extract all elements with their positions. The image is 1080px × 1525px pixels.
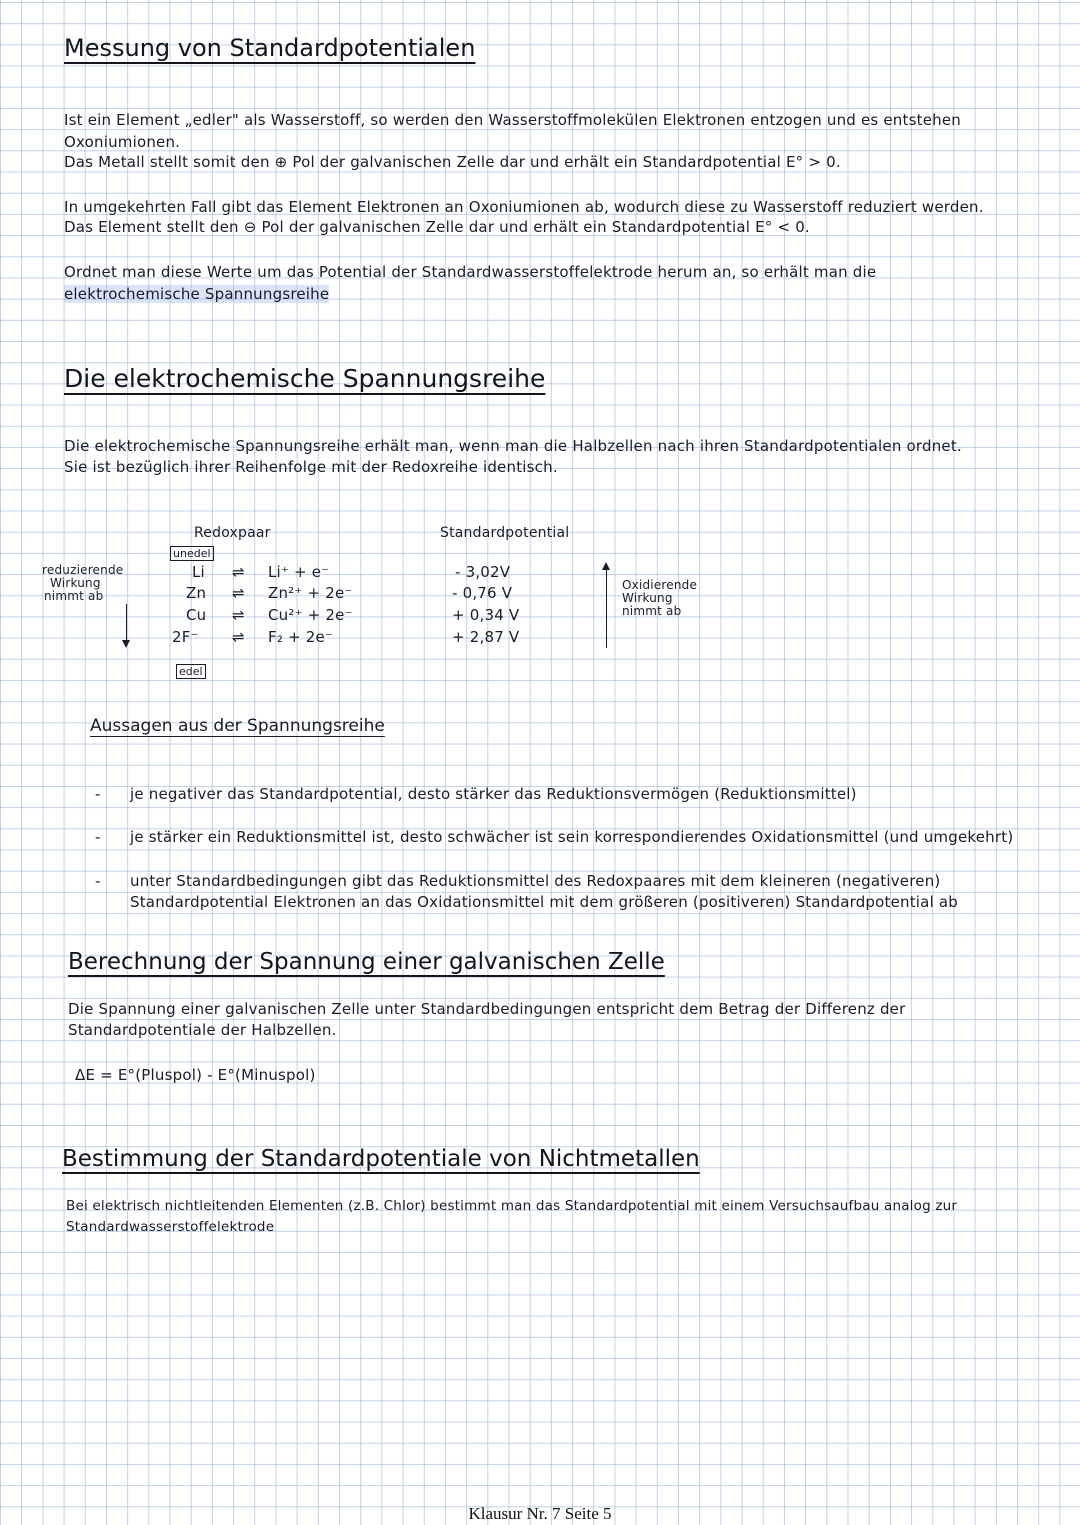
right-axis-label-line: Oxidierende (622, 578, 698, 592)
section-title-berechnung: Berechnung der Spannung einer galvanischen Zelle (68, 949, 665, 975)
table-cell-reduced: Cu (186, 606, 207, 624)
list-bullet: - (95, 872, 101, 890)
paragraph-line: Die Spannung einer galvanischen Zelle unter Standardbedingungen entspricht dem Betrag der Differenz der (68, 1000, 906, 1018)
list-item-continuation: Standardpotential Elektronen an das Oxidationsmittel mit dem größeren (positiveren) Standardpotential ab (130, 893, 959, 911)
section-title-bestimmung: Bestimmung der Standardpotentiale von Nichtmetallen (62, 1146, 700, 1172)
table-cell-equilibrium: ⇌ (232, 563, 245, 581)
paragraph-line: Das Element stellt den ⊖ Pol der galvanischen Zelle dar und erhält ein Standardpotential E° < 0. (64, 218, 810, 236)
highlighted-term: elektrochemische Spannungsreihe (64, 285, 330, 303)
table-cell-potential: - 3,02V (455, 563, 511, 581)
paragraph-line: Standardpotentiale der Halbzellen. (68, 1021, 337, 1039)
table-cell-oxidized: Zn²⁺ + 2e⁻ (268, 584, 353, 602)
arrow-up-icon (606, 566, 607, 648)
paragraph-line: Ist ein Element „edler" als Wasserstoff, so werden den Wasserstoffmolekülen Elektronen entzogen und es entstehen (64, 111, 961, 129)
list-item: unter Standardbedingungen gibt das Reduktionsmittel des Redoxpaares mit dem kleineren (negativeren) (130, 872, 941, 890)
table-cell-potential: + 0,34 V (452, 606, 520, 624)
paragraph-line: Die elektrochemische Spannungsreihe erhält man, wenn man die Halbzellen nach ihren Standardpotentialen ordnet. (64, 437, 962, 455)
table-cell-potential: + 2,87 V (452, 628, 520, 646)
column-header-standardpotential: Standardpotential (440, 525, 570, 541)
subsection-title-aussagen: Aussagen aus der Spannungsreihe (90, 716, 385, 736)
label-edel: edel (176, 664, 206, 679)
arrow-down-icon (126, 604, 127, 646)
paragraph-line: Oxoniumionen. (64, 133, 181, 151)
paragraph-line: Bei elektrisch nichtleitenden Elementen (z.B. Chlor) bestimmt man das Standardpotential mit einem Versuchsaufbau analog zur (66, 1198, 958, 1214)
list-bullet: - (95, 785, 101, 803)
right-axis-label-line: Wirkung (622, 591, 673, 605)
table-cell-oxidized: F₂ + 2e⁻ (268, 628, 334, 646)
paragraph-line: Ordnet man diese Werte um das Potential der Standardwasserstoffelektrode herum an, so erhält man die (64, 263, 877, 281)
table-cell-reduced: Li (192, 563, 205, 581)
page-footer: Klausur Nr. 7 Seite 5 (468, 1504, 612, 1523)
left-axis-label-line: Wirkung (50, 576, 101, 590)
section-title-messung: Messung von Standardpotentialen (64, 34, 476, 62)
column-header-redoxpaar: Redoxpaar (194, 525, 271, 541)
label-unedel: unedel (170, 546, 214, 561)
table-cell-reduced: 2F⁻ (172, 628, 199, 646)
left-axis-label-line: reduzierende (42, 563, 124, 577)
list-bullet: - (95, 828, 101, 846)
table-cell-reduced: Zn (186, 584, 207, 602)
right-axis-label-line: nimmt ab (622, 604, 682, 618)
table-cell-equilibrium: ⇌ (232, 606, 245, 624)
table-cell-oxidized: Cu²⁺ + 2e⁻ (268, 606, 353, 624)
section-title-spannungsreihe: Die elektrochemische Spannungsreihe (64, 364, 546, 393)
left-axis-label-line: nimmt ab (44, 589, 104, 603)
table-cell-potential: - 0,76 V (452, 584, 513, 602)
paragraph-line: Sie ist bezüglich ihrer Reihenfolge mit der Redoxreihe identisch. (64, 458, 558, 476)
table-cell-equilibrium: ⇌ (232, 628, 245, 646)
paragraph-line: In umgekehrten Fall gibt das Element Elektronen an Oxoniumionen ab, wodurch diese zu Wasserstoff reduziert werden. (64, 198, 984, 216)
paragraph-line: Standardwasserstoffelektrode (66, 1219, 275, 1235)
list-item: je negativer das Standardpotential, desto stärker das Reduktionsvermögen (Reduktionsmittel) (130, 785, 857, 803)
table-cell-equilibrium: ⇌ (232, 584, 245, 602)
list-item: je stärker ein Reduktionsmittel ist, desto schwächer ist sein korrespondierendes Oxidationsmittel (und umgekehrt) (130, 828, 1014, 846)
table-cell-oxidized: Li⁺ + e⁻ (268, 563, 330, 581)
formula: ΔE = E°(Pluspol) - E°(Minuspol) (75, 1066, 316, 1084)
paragraph-line: Das Metall stellt somit den ⊕ Pol der galvanischen Zelle dar und erhält ein Standardpotential E° > 0. (64, 153, 841, 171)
